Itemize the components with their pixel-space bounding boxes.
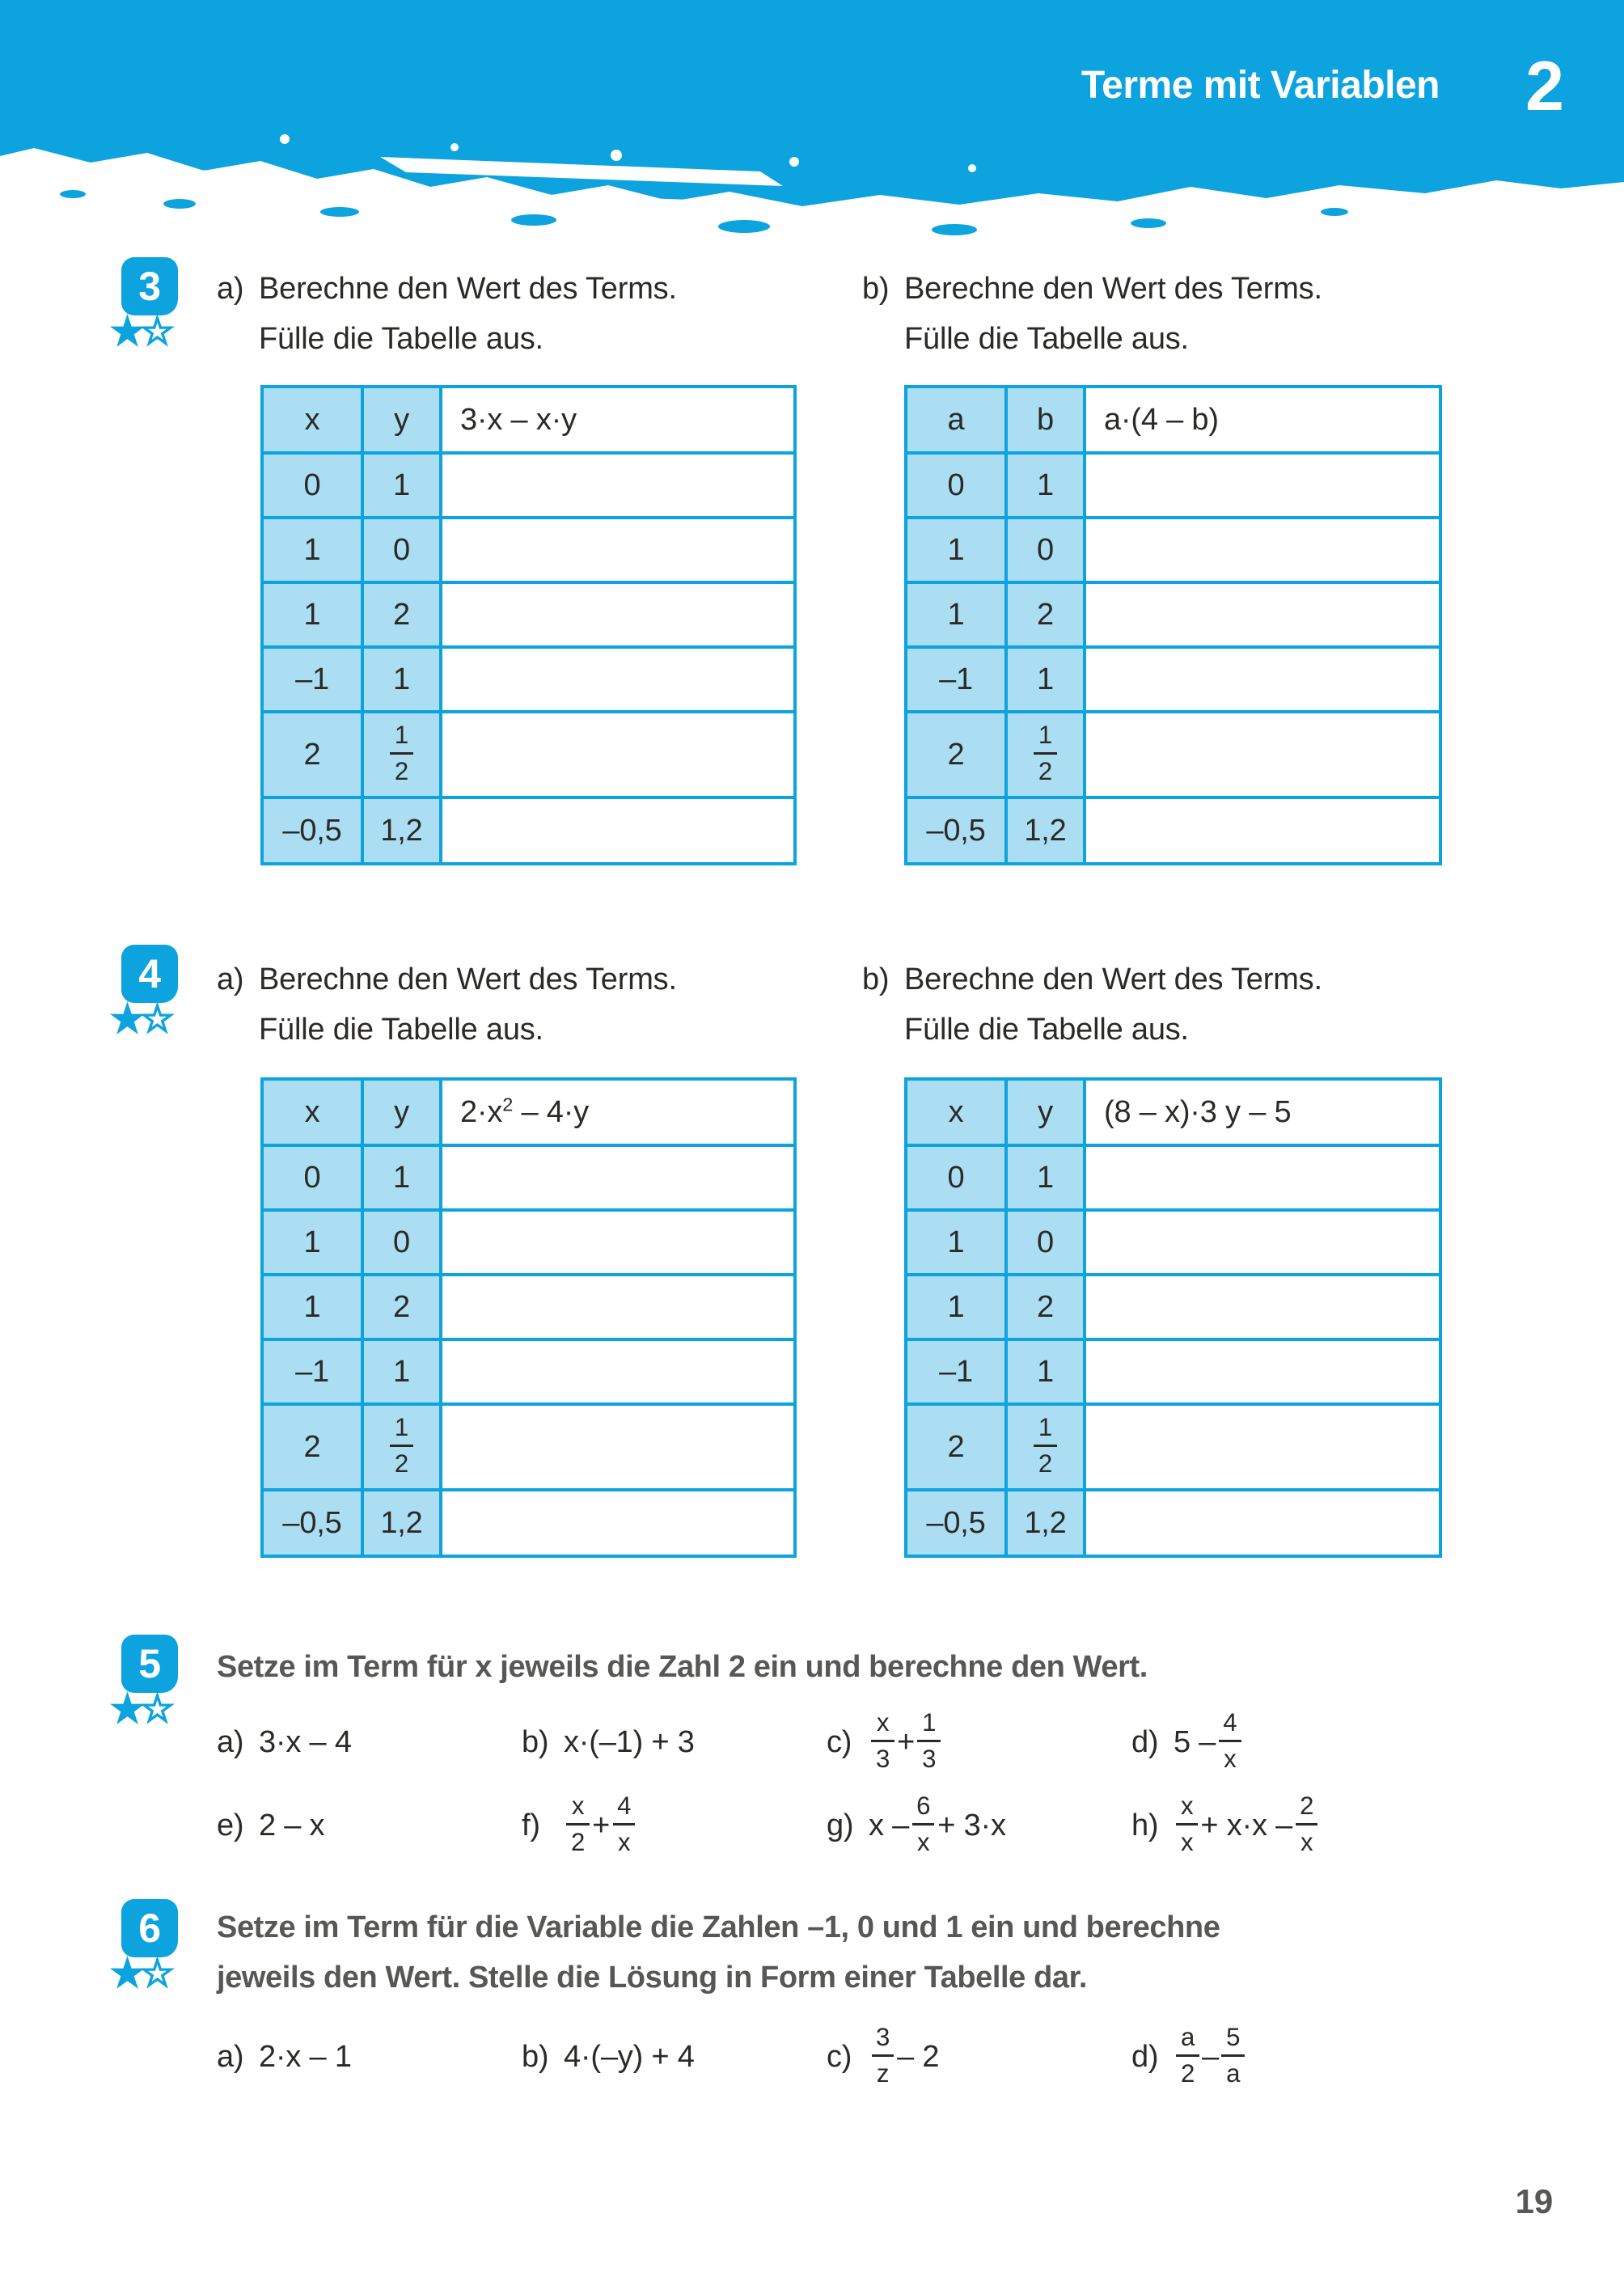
item-term: $\frac{x}{x}$ + x·x – $\frac{2}{x}$ bbox=[1174, 1795, 1321, 1855]
value-cell: –0,5 bbox=[262, 1490, 362, 1556]
term-header: a·(4 – b) bbox=[1085, 387, 1440, 453]
fraction: $\frac{4}{x}$ bbox=[612, 1793, 636, 1854]
exercise6-item-b bbox=[522, 2004, 695, 2109]
value-cell: –1 bbox=[262, 1339, 362, 1404]
answer-cell bbox=[1085, 453, 1440, 518]
exercise5-item-h bbox=[1131, 1773, 1321, 1878]
answer-cell bbox=[441, 797, 795, 864]
table-row bbox=[262, 647, 795, 712]
value-cell: –0,5 bbox=[906, 797, 1006, 864]
heading-line: jeweils den Wert. Stelle die Lösung in Form einer Tabelle dar. bbox=[217, 1961, 1088, 1995]
table-row bbox=[262, 582, 795, 647]
table-header-row bbox=[906, 1079, 1440, 1145]
table-row bbox=[262, 797, 795, 864]
instruction-line: Berechne den Wert des Terms. bbox=[259, 272, 677, 306]
instruction-line: Fülle die Tabelle aus. bbox=[904, 322, 1189, 356]
exercise4-part-a-instruction bbox=[217, 954, 677, 1055]
answer-cell bbox=[441, 1404, 795, 1490]
star-filled-icon: ★ bbox=[110, 311, 141, 353]
table-row bbox=[262, 453, 795, 518]
item-term: 2·x – 1 bbox=[259, 2039, 352, 2074]
value-cell: 0 bbox=[906, 1145, 1006, 1210]
table-row bbox=[906, 797, 1440, 864]
value-cell: 1 bbox=[262, 518, 362, 582]
chapter-title: Terme mit Variablen bbox=[1081, 64, 1440, 107]
answer-cell bbox=[1085, 582, 1440, 647]
value-cell: 0 bbox=[262, 1145, 362, 1210]
value-cell: 0 bbox=[362, 518, 441, 582]
item-term: 2 – x bbox=[259, 1808, 325, 1842]
fraction: $\frac{1}{2}$ bbox=[1034, 1415, 1057, 1475]
answer-cell bbox=[1085, 518, 1440, 582]
value-cell: 1 bbox=[362, 453, 441, 518]
column-header-y: y bbox=[362, 387, 441, 453]
value-cell: 0 bbox=[1006, 1210, 1085, 1275]
value-cell: 1,2 bbox=[1006, 797, 1085, 864]
value-cell: 2 bbox=[1006, 582, 1085, 647]
exercise3-difficulty-stars bbox=[110, 309, 170, 354]
table-row bbox=[262, 1404, 795, 1490]
header-brush-banner bbox=[0, 0, 1624, 243]
value-cell: 1 bbox=[1006, 453, 1085, 518]
fraction: $\frac{x}{2}$ bbox=[566, 1793, 590, 1854]
value-cell: 1 bbox=[1006, 647, 1085, 712]
superscript: 2 bbox=[502, 1093, 514, 1115]
table-row bbox=[262, 1145, 795, 1210]
exercise3b-table bbox=[904, 385, 1442, 865]
item-label: c) bbox=[827, 1724, 852, 1759]
item-term: 5 – $\frac{4}{x}$ bbox=[1174, 1711, 1244, 1772]
exercise5-difficulty-stars bbox=[110, 1686, 170, 1732]
value-cell: –1 bbox=[906, 647, 1006, 712]
item-term: $\frac{x}{2}$ + $\frac{4}{x}$ bbox=[564, 1795, 638, 1855]
table-row bbox=[906, 1145, 1440, 1210]
term-header: 3·x – x·y bbox=[441, 387, 795, 453]
answer-cell bbox=[441, 518, 795, 582]
instruction-line: Berechne den Wert des Terms. bbox=[904, 962, 1322, 996]
answer-cell bbox=[441, 1210, 795, 1275]
item-label: a) bbox=[217, 1724, 244, 1759]
exercise4-number-badge: 4 bbox=[121, 945, 178, 1003]
answer-cell bbox=[441, 1339, 795, 1404]
value-cell: 1 bbox=[262, 1210, 362, 1275]
fraction: $\frac{1}{2}$ bbox=[1034, 722, 1057, 783]
answer-cell bbox=[441, 582, 795, 647]
value-cell: 0 bbox=[1006, 518, 1085, 582]
part-label: a) bbox=[217, 272, 244, 306]
value-cell: 1 bbox=[262, 582, 362, 647]
item-term: $\frac{a}{2}$ – $\frac{5}{a}$ bbox=[1174, 2026, 1247, 2087]
item-label: h) bbox=[1131, 1808, 1159, 1842]
answer-cell bbox=[1085, 1275, 1440, 1339]
value-cell bbox=[1006, 1404, 1085, 1490]
fraction: $\frac{x}{x}$ bbox=[1176, 1793, 1198, 1854]
item-term: x – $\frac{6}{x}$ + 3·x bbox=[869, 1792, 1006, 1856]
value-cell: 0 bbox=[906, 453, 1006, 518]
table-header-row bbox=[262, 1079, 795, 1145]
value-cell: 1 bbox=[906, 518, 1006, 582]
table-header-row bbox=[906, 387, 1440, 453]
heading-line: Setze im Term für die Variable die Zahlen –1, 0 und 1 ein und berechne bbox=[217, 1910, 1220, 1944]
table-row bbox=[262, 1490, 795, 1556]
exercise6-item-d bbox=[1131, 2004, 1247, 2109]
answer-cell bbox=[1085, 1490, 1440, 1556]
fraction: $\frac{a}{2}$ bbox=[1176, 2024, 1199, 2085]
answer-cell bbox=[1085, 1404, 1440, 1490]
answer-cell bbox=[441, 453, 795, 518]
value-cell: –1 bbox=[906, 1339, 1006, 1404]
table-row bbox=[906, 453, 1440, 518]
fraction: $\frac{5}{a}$ bbox=[1221, 2024, 1245, 2085]
answer-cell bbox=[1085, 1210, 1440, 1275]
table-row bbox=[906, 1275, 1440, 1339]
value-cell bbox=[1006, 712, 1085, 797]
value-cell: 1 bbox=[1006, 1145, 1085, 1210]
exercise4-part-b-instruction bbox=[862, 954, 1322, 1055]
item-term: x·(–1) + 3 bbox=[564, 1724, 695, 1759]
column-header-x: x bbox=[262, 387, 362, 453]
page-number: 19 bbox=[1515, 2182, 1553, 2220]
column-header-y: y bbox=[362, 1079, 441, 1145]
exercise6-difficulty-stars bbox=[110, 1951, 170, 1996]
value-cell: 1,2 bbox=[362, 1490, 441, 1556]
fraction: $\frac{3}{z}$ bbox=[871, 2024, 894, 2085]
value-cell: 2 bbox=[906, 1404, 1006, 1490]
answer-cell bbox=[441, 1145, 795, 1210]
item-label: f) bbox=[522, 1808, 540, 1842]
exercise3-part-b-instruction bbox=[862, 264, 1322, 364]
part-label: a) bbox=[217, 962, 244, 996]
answer-cell bbox=[1085, 647, 1440, 712]
answer-cell bbox=[1085, 1339, 1440, 1404]
exercise6-number-badge: 6 bbox=[121, 1899, 178, 1957]
column-header-b: b bbox=[1006, 387, 1085, 453]
item-label: a) bbox=[217, 2039, 244, 2074]
table-row bbox=[906, 647, 1440, 712]
value-cell: 1 bbox=[262, 1275, 362, 1339]
table-row bbox=[262, 518, 795, 582]
part-label: b) bbox=[862, 272, 890, 306]
item-label: e) bbox=[217, 1808, 244, 1842]
instruction-line: Berechne den Wert des Terms. bbox=[259, 962, 677, 996]
table-row bbox=[262, 1275, 795, 1339]
table-row bbox=[262, 1210, 795, 1275]
answer-cell bbox=[441, 1490, 795, 1556]
item-label: g) bbox=[827, 1808, 854, 1842]
instruction-line: Fülle die Tabelle aus. bbox=[259, 322, 543, 356]
value-cell: 1 bbox=[906, 1275, 1006, 1339]
table-row bbox=[906, 1339, 1440, 1404]
star-filled-icon: ★ bbox=[110, 1952, 141, 1995]
answer-cell bbox=[1085, 797, 1440, 864]
answer-cell bbox=[1085, 712, 1440, 797]
value-cell: 1 bbox=[362, 1339, 441, 1404]
table-header-row bbox=[262, 387, 795, 453]
table-row bbox=[906, 1490, 1440, 1556]
instruction-line: Fülle die Tabelle aus. bbox=[904, 1013, 1189, 1047]
table-row bbox=[906, 518, 1440, 582]
item-term: 3·x – 4 bbox=[259, 1724, 352, 1759]
fraction: $\frac{2}{x}$ bbox=[1295, 1793, 1318, 1854]
table-row bbox=[906, 582, 1440, 647]
value-cell: –0,5 bbox=[262, 797, 362, 864]
star-outline-icon: ☆ bbox=[140, 998, 171, 1041]
item-label: b) bbox=[522, 1724, 549, 1759]
chapter-number: 2 bbox=[1525, 48, 1564, 125]
value-cell: 2 bbox=[906, 712, 1006, 797]
value-cell: 1 bbox=[906, 582, 1006, 647]
part-label: b) bbox=[862, 962, 890, 996]
value-cell: 2 bbox=[262, 712, 362, 797]
exercise5-heading: Setze im Term für x jeweils die Zahl 2 ein und berechne den Wert. bbox=[217, 1650, 1148, 1684]
value-cell: 0 bbox=[262, 453, 362, 518]
exercise6-heading bbox=[217, 1902, 1220, 2003]
value-cell: 1 bbox=[1006, 1339, 1085, 1404]
exercise5-number-badge: 5 bbox=[121, 1635, 178, 1693]
fraction: $\frac{4}{x}$ bbox=[1218, 1710, 1241, 1771]
answer-cell bbox=[441, 1275, 795, 1339]
item-label: d) bbox=[1131, 1724, 1159, 1759]
item-label: c) bbox=[827, 2039, 852, 2074]
fraction: $\frac{1}{3}$ bbox=[917, 1710, 941, 1771]
item-term: 4·(–y) + 4 bbox=[564, 2039, 695, 2074]
exercise4b-table bbox=[904, 1077, 1442, 1558]
table-row bbox=[906, 1404, 1440, 1490]
value-cell: 1,2 bbox=[1006, 1490, 1085, 1556]
fraction: $\frac{6}{x}$ bbox=[911, 1793, 935, 1854]
answer-cell bbox=[441, 712, 795, 797]
star-outline-icon: ☆ bbox=[140, 1688, 171, 1731]
item-label: d) bbox=[1131, 2039, 1159, 2074]
value-cell: 2 bbox=[262, 1404, 362, 1490]
fraction: $\frac{1}{2}$ bbox=[390, 1415, 413, 1475]
table-row bbox=[262, 712, 795, 797]
value-cell: 1 bbox=[362, 1145, 441, 1210]
exercise5-item-f bbox=[522, 1773, 638, 1878]
value-cell: –1 bbox=[262, 647, 362, 712]
exercise3-part-a-instruction bbox=[217, 264, 677, 364]
instruction-line: Fülle die Tabelle aus. bbox=[259, 1013, 543, 1047]
exercise6-item-a bbox=[217, 2004, 352, 2109]
value-cell: 2 bbox=[362, 582, 441, 647]
value-cell bbox=[362, 712, 441, 797]
exercise5-item-e bbox=[217, 1773, 324, 1878]
column-header-x: x bbox=[906, 1079, 1006, 1145]
column-header-a: a bbox=[906, 387, 1006, 453]
exercise3-number-badge: 3 bbox=[121, 257, 178, 315]
term-header: $2\cdot x^2 - 4\cdot y$ bbox=[441, 1079, 795, 1145]
star-outline-icon: ☆ bbox=[140, 311, 171, 353]
value-cell bbox=[362, 1404, 441, 1490]
table-row bbox=[262, 1339, 795, 1404]
value-cell: 1 bbox=[906, 1210, 1006, 1275]
value-cell: 2 bbox=[362, 1275, 441, 1339]
item-term: $\frac{3}{z}$ – 2 bbox=[869, 2026, 939, 2087]
star-filled-icon: ★ bbox=[110, 1688, 141, 1731]
term-header: (8 – x)·3 y – 5 bbox=[1085, 1079, 1440, 1145]
value-cell: 1,2 bbox=[362, 797, 441, 864]
table-row bbox=[906, 712, 1440, 797]
value-cell: 1 bbox=[362, 647, 441, 712]
table-row bbox=[906, 1210, 1440, 1275]
value-cell: –0,5 bbox=[906, 1490, 1006, 1556]
value-cell: 2 bbox=[1006, 1275, 1085, 1339]
item-label: b) bbox=[522, 2039, 549, 2074]
exercise4-difficulty-stars bbox=[110, 996, 170, 1042]
fraction: $\frac{1}{2}$ bbox=[390, 722, 413, 783]
column-header-x: x bbox=[262, 1079, 362, 1145]
instruction-line: Berechne den Wert des Terms. bbox=[904, 272, 1322, 306]
column-header-y: y bbox=[1006, 1079, 1085, 1145]
value-cell: 0 bbox=[362, 1210, 441, 1275]
exercise6-item-c bbox=[827, 2004, 939, 2109]
star-filled-icon: ★ bbox=[110, 998, 141, 1041]
exercise3a-table bbox=[260, 385, 797, 865]
answer-cell bbox=[1085, 1145, 1440, 1210]
item-term: $\frac{x}{3}$ + $\frac{1}{3}$ bbox=[869, 1711, 943, 1772]
star-outline-icon: ☆ bbox=[140, 1952, 171, 1995]
exercise5-item-g bbox=[827, 1773, 1006, 1878]
fraction: $\frac{x}{3}$ bbox=[871, 1710, 894, 1771]
exercise4a-table bbox=[260, 1077, 797, 1558]
answer-cell bbox=[441, 647, 795, 712]
